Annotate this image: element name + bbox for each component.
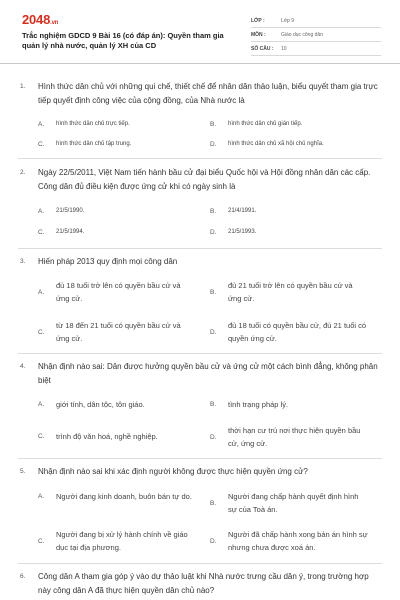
option-letter: A. — [38, 120, 45, 128]
option-c[interactable] — [38, 225, 84, 239]
option-letter: D. — [210, 140, 217, 148]
option-c[interactable] — [38, 528, 196, 554]
option-letter: B. — [210, 207, 217, 215]
option-letter: B. — [210, 288, 217, 296]
question-number: 6. — [20, 573, 26, 580]
option-text: Người đang chấp hành quyết định hình sự của Toà án. — [228, 492, 359, 514]
question-number: 2. — [20, 169, 26, 176]
meta-value: 10 — [281, 45, 287, 52]
option-letter: C. — [38, 537, 45, 545]
meta-row-count — [251, 42, 381, 56]
option-letter: C. — [38, 228, 45, 236]
option-text: Người đang bị xử lý hành chính về giáo dục tại địa phương. — [56, 530, 188, 552]
option-letter: B. — [210, 120, 217, 128]
option-a[interactable] — [38, 398, 196, 411]
option-letter: D. — [210, 433, 217, 441]
question-divider — [18, 563, 382, 564]
option-text: đủ 18 tuổi có quyền bầu cử, đủ 21 tuổi có quyền ứng cử. — [228, 321, 367, 343]
question-divider — [18, 353, 382, 354]
option-text: giới tính, dân tộc, tôn giáo. — [56, 400, 145, 409]
option-d[interactable] — [210, 319, 368, 345]
question-text: Hình thức dân chủ với những qui chế, thiết chế để nhân dân thảo luận, biểu quyết tham gia trực tiếp quyết định công việc của cộng đồng, của Nhà nước là — [38, 82, 378, 105]
question-text: Hiến pháp 2013 quy định mọi công dân — [38, 257, 178, 266]
option-text: 21/5/1990. — [56, 208, 85, 214]
option-text: hình thức dân chủ xã hội chủ nghĩa. — [228, 141, 324, 147]
question-divider — [18, 248, 382, 249]
question-divider — [18, 158, 382, 159]
question-number: 4. — [20, 363, 26, 370]
option-c[interactable] — [38, 430, 196, 443]
option-b[interactable] — [210, 279, 368, 305]
meta-row-subject — [251, 28, 381, 42]
option-a[interactable] — [38, 117, 130, 131]
option-text: tình trạng pháp lý. — [228, 400, 289, 409]
option-letter: A. — [38, 207, 45, 215]
option-letter: D. — [210, 537, 217, 545]
option-letter: C. — [38, 328, 45, 336]
option-letter: B. — [210, 499, 217, 507]
option-text: hình thức dân chủ tập trung. — [56, 141, 132, 147]
option-text: đủ 18 tuổi trở lên có quyền bầu cử và ứng cử. — [56, 281, 181, 303]
option-letter: A. — [38, 493, 45, 500]
option-c[interactable] — [38, 137, 131, 151]
option-text: 21/4/1991. — [228, 208, 257, 214]
option-b[interactable] — [210, 117, 302, 131]
question-number: 3. — [20, 258, 26, 265]
meta-label: SỐ CÂU : — [251, 45, 274, 52]
option-letter: A. — [38, 288, 45, 296]
option-letter: C. — [38, 140, 45, 148]
meta-row-class — [251, 14, 381, 28]
option-b[interactable] — [210, 204, 256, 218]
question-text: Nhận định nào sai: Dân được hưởng quyền bầu cử và ứng cử một cách bình đẳng, không phân biệt — [38, 362, 378, 385]
option-d[interactable] — [210, 137, 324, 151]
question-number: 5. — [20, 468, 26, 475]
option-a[interactable] — [38, 490, 196, 503]
option-a[interactable] — [38, 279, 196, 305]
document-header — [0, 0, 400, 64]
document-title: Trắc nghiệm GDCD 9 Bài 16 (có đáp án): Quyền tham gia quản lý nhà nước, quản lý XH của CD — [22, 31, 224, 50]
site-logo[interactable] — [22, 12, 58, 27]
option-text: Người đã chấp hành xong bản án hình sự nhưng chưa được xoá án. — [228, 530, 368, 552]
option-text: trình độ văn hoá, nghề nghiệp. — [56, 432, 158, 441]
question-divider — [18, 458, 382, 459]
option-text: 21/5/1993. — [228, 229, 257, 235]
option-text: hình thức dân chủ gián tiếp. — [228, 121, 303, 127]
option-letter: A. — [38, 401, 45, 408]
option-b[interactable] — [210, 398, 368, 411]
question-text: Công dân A tham gia góp ý vào dự thảo luật khi Nhà nước trưng cầu dân ý, trong trường hợp này công dân A đã thực hiện quyền dân chủ nào? — [38, 572, 369, 595]
meta-value: Giáo dục công dân — [281, 31, 323, 38]
meta-label: LỚP : — [251, 17, 265, 24]
document-meta — [251, 14, 381, 56]
option-text: thời hạn cư trú nơi thực hiện quyền bầu cử, ứng cử. — [228, 426, 361, 448]
meta-value: Lớp 9 — [281, 17, 295, 24]
option-d[interactable] — [210, 424, 368, 450]
meta-label: MÔN : — [251, 31, 266, 38]
option-letter: D. — [210, 328, 217, 336]
logo-suffix: .vn — [50, 20, 59, 26]
option-letter: C. — [38, 433, 45, 440]
option-d[interactable] — [210, 528, 368, 554]
option-text: 21/5/1994. — [56, 229, 85, 235]
logo-main: 2048 — [22, 12, 51, 27]
option-d[interactable] — [210, 225, 256, 239]
option-letter: B. — [210, 401, 217, 408]
question-number: 1. — [20, 83, 26, 90]
option-text: từ 18 đến 21 tuổi có quyền bầu cử và ứng cử. — [56, 321, 181, 343]
option-letter: D. — [210, 228, 217, 236]
option-a[interactable] — [38, 204, 84, 218]
option-b[interactable] — [210, 490, 368, 516]
option-text: đủ 21 tuổi trở lên có quyền bầu cử và ứng cử. — [228, 281, 353, 303]
option-c[interactable] — [38, 319, 196, 345]
option-text: hình thức dân chủ trực tiếp. — [56, 121, 130, 127]
option-text: Người đang kinh doanh, buôn bán tự do. — [56, 492, 192, 501]
question-text: Ngày 22/5/2011, Việt Nam tiến hành bầu cử đại biểu Quốc hội và Hội đồng nhân dân các cấp. Công dân đủ điều kiện được ứng cử khi có ngày sinh là — [38, 168, 371, 191]
question-text: Nhận định nào sai khi xác định người không được thực hiện quyền ứng cử? — [38, 467, 308, 476]
